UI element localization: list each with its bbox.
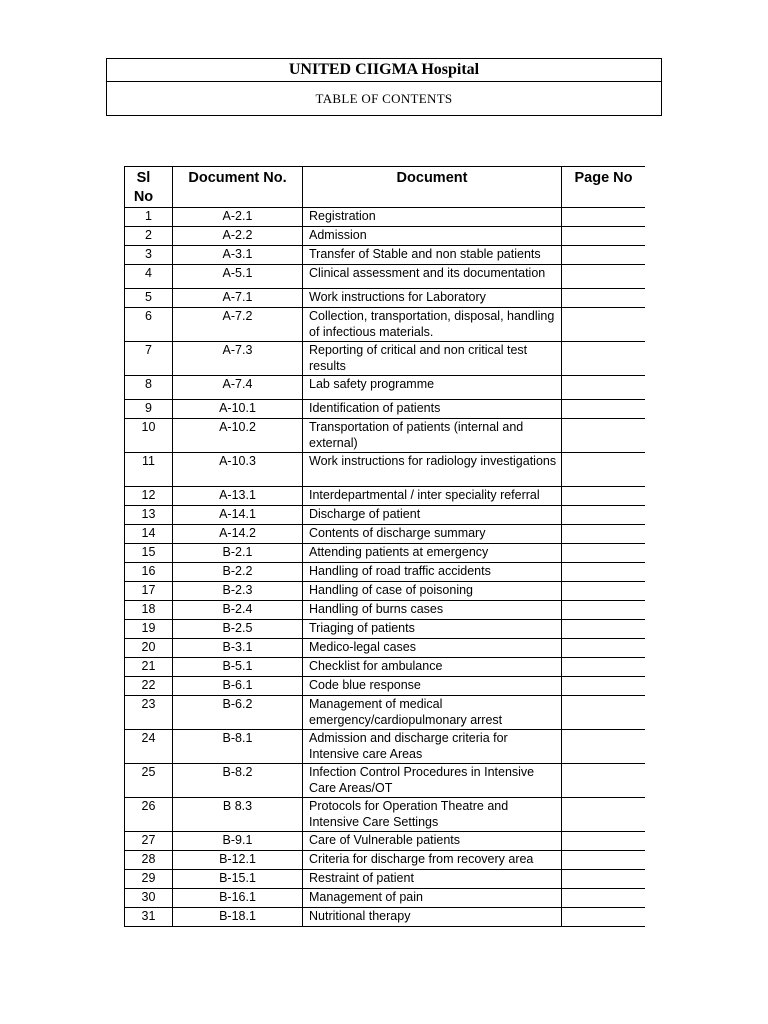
row-page-no <box>562 620 646 639</box>
row-page-no <box>562 246 646 265</box>
row-document-title: Code blue response <box>303 677 562 696</box>
row-document-title: Clinical assessment and its documentation <box>303 265 562 289</box>
row-page-no <box>562 730 646 764</box>
row-sl-no: 23 <box>125 696 173 730</box>
row-page-no <box>562 563 646 582</box>
row-sl-no: 24 <box>125 730 173 764</box>
column-header-document-no: Document No. <box>173 167 303 208</box>
row-document-no: B-2.4 <box>173 601 303 620</box>
row-document-no: A-14.2 <box>173 525 303 544</box>
table-row <box>125 908 646 927</box>
row-page-no <box>562 908 646 927</box>
row-sl-no: 7 <box>125 342 173 376</box>
row-page-no <box>562 677 646 696</box>
table-row <box>125 798 646 832</box>
row-sl-no: 31 <box>125 908 173 927</box>
row-document-no: A-10.3 <box>173 453 303 487</box>
row-sl-no: 21 <box>125 658 173 677</box>
row-page-no <box>562 308 646 342</box>
row-page-no <box>562 453 646 487</box>
row-document-title: Nutritional therapy <box>303 908 562 927</box>
row-page-no <box>562 265 646 289</box>
row-page-no <box>562 851 646 870</box>
table-row <box>125 246 646 265</box>
table-row <box>125 289 646 308</box>
row-page-no <box>562 870 646 889</box>
row-sl-no: 20 <box>125 639 173 658</box>
table-row <box>125 506 646 525</box>
row-document-title: Identification of patients <box>303 400 562 419</box>
column-header-sl-no: Sl No <box>125 167 173 208</box>
row-document-no: B-15.1 <box>173 870 303 889</box>
row-page-no <box>562 342 646 376</box>
table-row <box>125 601 646 620</box>
row-sl-no: 25 <box>125 764 173 798</box>
row-document-title: Handling of burns cases <box>303 601 562 620</box>
row-sl-no: 22 <box>125 677 173 696</box>
row-document-title: Work instructions for Laboratory <box>303 289 562 308</box>
row-page-no <box>562 639 646 658</box>
row-document-title: Transfer of Stable and non stable patients <box>303 246 562 265</box>
row-sl-no: 29 <box>125 870 173 889</box>
row-document-title: Handling of road traffic accidents <box>303 563 562 582</box>
row-page-no <box>562 506 646 525</box>
row-document-no: B-5.1 <box>173 658 303 677</box>
row-document-title: Triaging of patients <box>303 620 562 639</box>
row-document-no: B-18.1 <box>173 908 303 927</box>
table-row <box>125 889 646 908</box>
row-page-no <box>562 400 646 419</box>
row-page-no <box>562 658 646 677</box>
row-document-no: A-7.1 <box>173 289 303 308</box>
toc-body <box>125 208 646 927</box>
column-header-document: Document <box>303 167 562 208</box>
row-document-title: Collection, transportation, disposal, handling of infectious materials. <box>303 308 562 342</box>
row-sl-no: 28 <box>125 851 173 870</box>
table-row <box>125 544 646 563</box>
row-document-title: Infection Control Procedures in Intensive Care Areas/OT <box>303 764 562 798</box>
row-document-no: A-2.2 <box>173 227 303 246</box>
row-page-no <box>562 208 646 227</box>
row-sl-no: 14 <box>125 525 173 544</box>
table-row <box>125 832 646 851</box>
row-document-no: B-2.2 <box>173 563 303 582</box>
row-document-title: Care of Vulnerable patients <box>303 832 562 851</box>
row-document-title: Attending patients at emergency <box>303 544 562 563</box>
row-document-no: B-2.1 <box>173 544 303 563</box>
row-sl-no: 6 <box>125 308 173 342</box>
table-row <box>125 677 646 696</box>
table-row <box>125 764 646 798</box>
table-row <box>125 308 646 342</box>
row-document-title: Checklist for ambulance <box>303 658 562 677</box>
row-document-no: B-8.1 <box>173 730 303 764</box>
table-row <box>125 658 646 677</box>
table-row <box>125 419 646 453</box>
row-document-title: Management of medical emergency/cardiopulmonary arrest <box>303 696 562 730</box>
row-sl-no: 27 <box>125 832 173 851</box>
row-document-no: A-7.3 <box>173 342 303 376</box>
row-page-no <box>562 601 646 620</box>
table-row <box>125 696 646 730</box>
row-document-no: B-6.2 <box>173 696 303 730</box>
toc-table <box>124 166 645 927</box>
row-document-title: Medico-legal cases <box>303 639 562 658</box>
row-document-no: A-10.2 <box>173 419 303 453</box>
row-page-no <box>562 889 646 908</box>
row-document-title: Criteria for discharge from recovery area <box>303 851 562 870</box>
row-page-no <box>562 487 646 506</box>
row-document-title: Lab safety programme <box>303 376 562 400</box>
row-document-no: A-7.2 <box>173 308 303 342</box>
row-document-no: A-13.1 <box>173 487 303 506</box>
row-document-no: A-5.1 <box>173 265 303 289</box>
row-document-title: Admission <box>303 227 562 246</box>
row-sl-no: 12 <box>125 487 173 506</box>
row-page-no <box>562 289 646 308</box>
table-row <box>125 342 646 376</box>
table-row <box>125 400 646 419</box>
row-document-title: Protocols for Operation Theatre and Intensive Care Settings <box>303 798 562 832</box>
table-row <box>125 582 646 601</box>
row-sl-no: 1 <box>125 208 173 227</box>
row-document-title: Handling of case of poisoning <box>303 582 562 601</box>
row-page-no <box>562 764 646 798</box>
document-header <box>106 58 662 116</box>
row-page-no <box>562 798 646 832</box>
row-document-no: A-7.4 <box>173 376 303 400</box>
row-document-title: Restraint of patient <box>303 870 562 889</box>
row-sl-no: 3 <box>125 246 173 265</box>
row-sl-no: 13 <box>125 506 173 525</box>
row-document-title: Contents of discharge summary <box>303 525 562 544</box>
row-document-no: B-2.5 <box>173 620 303 639</box>
row-sl-no: 30 <box>125 889 173 908</box>
row-sl-no: 9 <box>125 400 173 419</box>
table-row <box>125 208 646 227</box>
table-row <box>125 563 646 582</box>
row-document-no: A-10.1 <box>173 400 303 419</box>
row-sl-no: 26 <box>125 798 173 832</box>
table-row <box>125 620 646 639</box>
table-row <box>125 730 646 764</box>
row-document-no: B-9.1 <box>173 832 303 851</box>
row-sl-no: 11 <box>125 453 173 487</box>
row-page-no <box>562 582 646 601</box>
row-document-title: Work instructions for radiology investigations <box>303 453 562 487</box>
row-document-no: A-3.1 <box>173 246 303 265</box>
table-row <box>125 453 646 487</box>
row-document-no: A-2.1 <box>173 208 303 227</box>
table-row <box>125 851 646 870</box>
table-header-row <box>125 167 646 208</box>
table-row <box>125 376 646 400</box>
table-row <box>125 870 646 889</box>
row-document-no: A-14.1 <box>173 506 303 525</box>
row-page-no <box>562 525 646 544</box>
row-sl-no: 8 <box>125 376 173 400</box>
row-document-no: B-8.2 <box>173 764 303 798</box>
table-row <box>125 265 646 289</box>
row-page-no <box>562 419 646 453</box>
row-sl-no: 17 <box>125 582 173 601</box>
table-row <box>125 639 646 658</box>
row-document-title: Discharge of patient <box>303 506 562 525</box>
row-document-no: B-16.1 <box>173 889 303 908</box>
row-document-title: Interdepartmental / inter speciality referral <box>303 487 562 506</box>
row-page-no <box>562 696 646 730</box>
row-document-no: B-3.1 <box>173 639 303 658</box>
row-sl-no: 19 <box>125 620 173 639</box>
row-document-no: B-12.1 <box>173 851 303 870</box>
row-document-no: B-6.1 <box>173 677 303 696</box>
table-row <box>125 227 646 246</box>
row-document-title: Reporting of critical and non critical test results <box>303 342 562 376</box>
row-sl-no: 10 <box>125 419 173 453</box>
toc-heading: TABLE OF CONTENTS <box>315 91 453 106</box>
row-document-no: B-2.3 <box>173 582 303 601</box>
row-page-no <box>562 376 646 400</box>
table-row <box>125 487 646 506</box>
row-page-no <box>562 832 646 851</box>
row-document-title: Admission and discharge criteria for Intensive care Areas <box>303 730 562 764</box>
row-document-title: Management of pain <box>303 889 562 908</box>
row-sl-no: 4 <box>125 265 173 289</box>
hospital-title: UNITED CIIGMA Hospital <box>107 59 661 82</box>
row-sl-no: 2 <box>125 227 173 246</box>
table-row <box>125 525 646 544</box>
toc-table-container <box>124 166 645 931</box>
row-document-title: Transportation of patients (internal and external) <box>303 419 562 453</box>
row-document-no: B 8.3 <box>173 798 303 832</box>
row-sl-no: 15 <box>125 544 173 563</box>
row-sl-no: 16 <box>125 563 173 582</box>
row-page-no <box>562 227 646 246</box>
row-sl-no: 18 <box>125 601 173 620</box>
row-document-title: Registration <box>303 208 562 227</box>
column-header-page-no: Page No <box>562 167 646 208</box>
row-page-no <box>562 544 646 563</box>
row-sl-no: 5 <box>125 289 173 308</box>
